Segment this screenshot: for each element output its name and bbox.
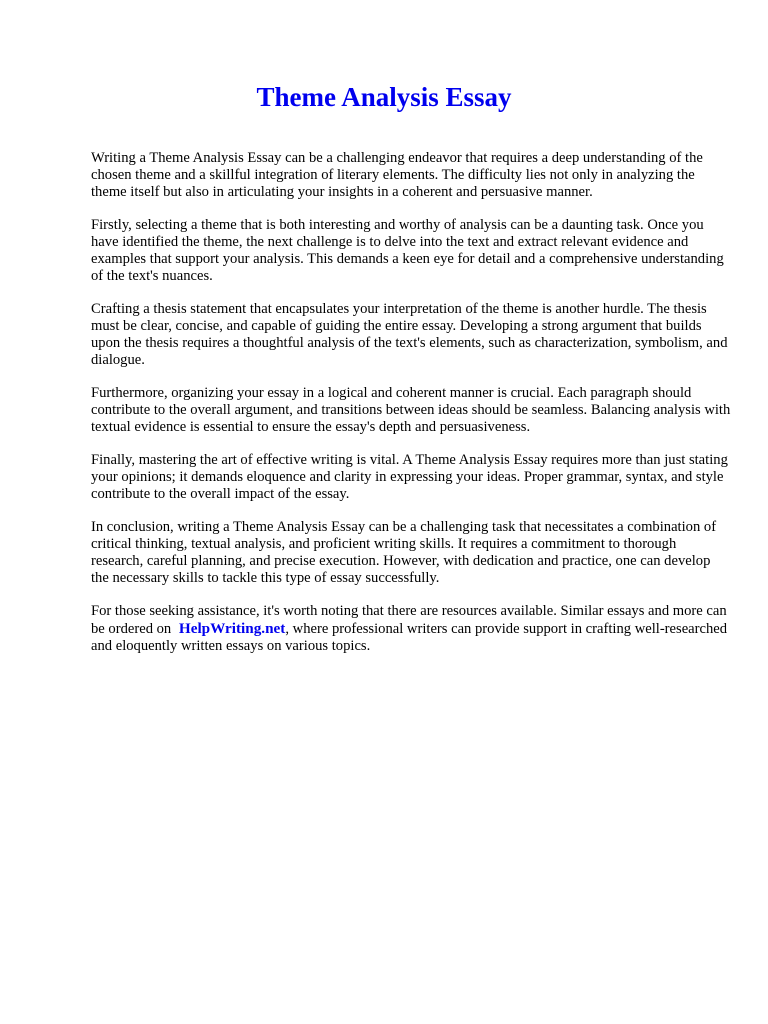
paragraph-2: Firstly, selecting a theme that is both interesting and worthy of analysis can be a daunting task. Once you have identified the theme, the next challenge is to delve into the text and extract relevant evidence and examples that support your analysis. This demands a keen eye for detail and a comprehensive understanding of the text's nuances. [91, 217, 724, 284]
paragraph-4: Furthermore, organizing your essay in a logical and coherent manner is crucial. Each paragraph should contribute to the overall argument, and transitions between ideas should be seamless. Balancing analysis with textual evidence is essential to ensure the essay's depth and persuasiveness. [91, 385, 731, 435]
paragraph-6: In conclusion, writing a Theme Analysis Essay can be a challenging task that necessitates a combination of critical thinking, textual analysis, and proficient writing skills. It requires a commitment to thorough research, careful planning, and precise execution. However, with dedication and practice, one can develop the necessary skills to tackle this type of essay successfully. [91, 519, 717, 586]
paragraph-3: Crafting a thesis statement that encapsulates your interpretation of the theme is another hurdle. The thesis must be clear, concise, and capable of guiding the entire essay. Developing a strong argument that builds upon the thesis requires a thoughtful analysis of the text's elements, such as characterization, symbolism, and dialogue. [91, 301, 728, 368]
paragraph-5: Finally, mastering the art of effective writing is vital. A Theme Analysis Essay requires more than just stating your opinions; it demands eloquence and clarity in expressing your ideas. Proper grammar, syntax, and style contribute to the overall impact of the essay. [91, 452, 728, 502]
closing-text-before-link: For those seeking assistance, it's worth noting that there are resources available. Similar essays and more can be ordered on [91, 603, 727, 637]
closing-paragraph [91, 603, 731, 655]
paragraph-1: Writing a Theme Analysis Essay can be a challenging endeavor that requires a deep understanding of the chosen theme and a skillful integration of literary elements. The difficulty lies not only in analyzing the theme itself but also in articulating your insights in a coherent and persuasive manner. [91, 150, 703, 200]
closing-text-after-link: , where professional writers can provide support in crafting well-researched and eloquently written essays on various topics. [91, 621, 728, 654]
helpwriting-link[interactable]: HelpWriting.net [178, 620, 286, 637]
page-title: Theme Analysis Essay [256, 82, 512, 112]
